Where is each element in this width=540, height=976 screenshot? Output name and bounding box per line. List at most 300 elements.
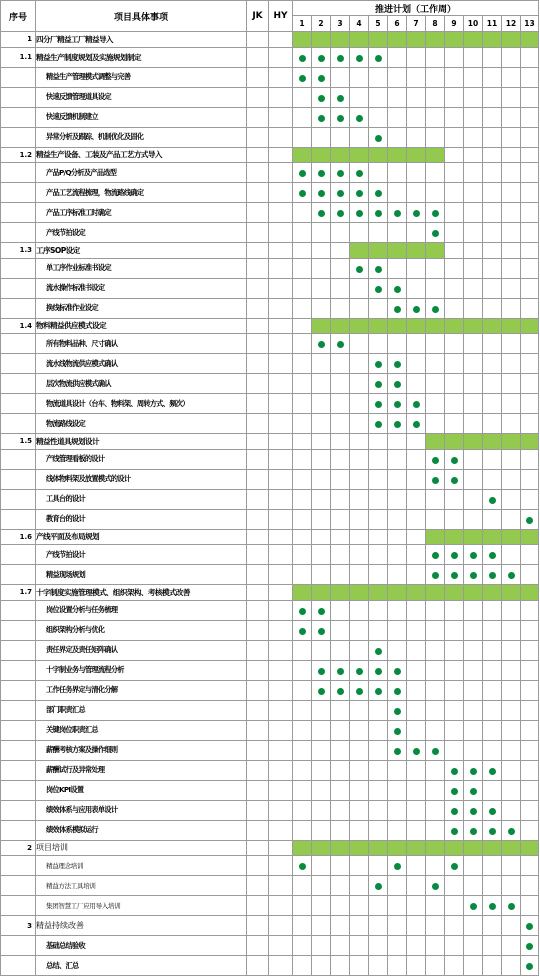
week-5-header: 5: [369, 16, 388, 32]
week-5-cell: [369, 394, 388, 414]
week-4-cell: [350, 956, 369, 976]
jk-cell: [247, 258, 269, 278]
jk-cell: [247, 956, 269, 976]
jk-cell: [247, 509, 269, 529]
week-4-cell: [350, 374, 369, 394]
schedule-row: [1, 163, 539, 183]
week-10-cell: [464, 163, 483, 183]
progress-dot: [489, 808, 496, 815]
week-8-cell: [426, 127, 445, 147]
week-8-cell: [426, 374, 445, 394]
week-1-cell: [293, 620, 312, 640]
week-5-cell: [369, 800, 388, 820]
week-1-cell: [293, 147, 312, 163]
week-6-cell: [388, 489, 407, 509]
week-11-cell: [483, 334, 502, 354]
week-13-cell: [521, 916, 539, 936]
week-13-cell: [521, 620, 539, 640]
progress-dot: [318, 608, 325, 615]
week-11-cell: [483, 509, 502, 529]
week-3-cell: [331, 800, 350, 820]
week-9-cell: [445, 258, 464, 278]
progress-dot: [318, 190, 325, 197]
hy-cell: [269, 545, 293, 565]
week-4-cell: [350, 489, 369, 509]
week-8-cell: [426, 585, 445, 601]
week-5-cell: [369, 740, 388, 760]
week-4-cell: [350, 529, 369, 545]
week-4-cell: [350, 509, 369, 529]
week-13-cell: [521, 469, 539, 489]
week-6-cell: [388, 600, 407, 620]
week-10-cell: [464, 820, 483, 840]
week-11-cell: [483, 840, 502, 856]
week-8-cell: [426, 203, 445, 223]
hy-cell: [269, 660, 293, 680]
week-7-cell: [407, 856, 426, 876]
row-number: 1.2: [1, 147, 36, 163]
week-8-cell: [426, 147, 445, 163]
week-10-cell: [464, 916, 483, 936]
week-2-cell: [312, 956, 331, 976]
row-item-text: 产品工序标准工时确定: [36, 203, 247, 223]
schedule-row: [1, 223, 539, 243]
week-6-cell: [388, 700, 407, 720]
progress-dot: [432, 457, 439, 464]
week-12-cell: [502, 258, 521, 278]
week-6-cell: [388, 956, 407, 976]
week-6-cell: [388, 529, 407, 545]
week-1-cell: [293, 720, 312, 740]
week-4-cell: [350, 147, 369, 163]
progress-dot: [394, 688, 401, 695]
row-item-text: 精益方法工具培训: [36, 876, 247, 896]
week-9-cell: [445, 956, 464, 976]
week-8-cell: [426, 87, 445, 107]
progress-dot: [432, 210, 439, 217]
week-2-cell: [312, 394, 331, 414]
row-number: 1.5: [1, 434, 36, 450]
week-5-cell: [369, 680, 388, 700]
row-number: [1, 414, 36, 434]
week-13-cell: [521, 720, 539, 740]
week-11-cell: [483, 529, 502, 545]
schedule-row: [1, 127, 539, 147]
row-item-text: 物料精益供应模式设定: [36, 318, 247, 334]
week-7-cell: [407, 896, 426, 916]
week-3-cell: [331, 203, 350, 223]
row-number: [1, 509, 36, 529]
jk-cell: [247, 449, 269, 469]
row-number: [1, 489, 36, 509]
hy-cell: [269, 820, 293, 840]
week-5-cell: [369, 203, 388, 223]
hy-cell: [269, 600, 293, 620]
jk-cell: [247, 354, 269, 374]
week-3-cell: [331, 354, 350, 374]
week-8-cell: [426, 47, 445, 67]
week-10-cell: [464, 318, 483, 334]
week-4-cell: [350, 334, 369, 354]
week-2-cell: [312, 354, 331, 374]
week-2-cell: [312, 600, 331, 620]
week-6-cell: [388, 800, 407, 820]
week-11-cell: [483, 700, 502, 720]
schedule-row: [1, 203, 539, 223]
week-7-cell: [407, 374, 426, 394]
week-1-cell: [293, 700, 312, 720]
progress-dot: [432, 306, 439, 313]
row-number: [1, 354, 36, 374]
week-11-cell: [483, 163, 502, 183]
week-3-cell: [331, 529, 350, 545]
week-3-cell: [331, 394, 350, 414]
week-4-header: 4: [350, 16, 369, 32]
week-7-cell: [407, 585, 426, 601]
week-9-cell: [445, 394, 464, 414]
hy-cell: [269, 334, 293, 354]
week-10-cell: [464, 489, 483, 509]
week-9-cell: [445, 67, 464, 87]
week-4-cell: [350, 469, 369, 489]
week-11-cell: [483, 414, 502, 434]
week-8-cell: [426, 434, 445, 450]
week-4-cell: [350, 545, 369, 565]
week-6-cell: [388, 585, 407, 601]
row-item-text: 精益性道具规划设计: [36, 434, 247, 450]
week-2-cell: [312, 840, 331, 856]
week-6-cell: [388, 936, 407, 956]
week-6-cell: [388, 318, 407, 334]
week-2-cell: [312, 298, 331, 318]
week-6-cell: [388, 243, 407, 259]
week-10-cell: [464, 394, 483, 414]
hy-cell: [269, 32, 293, 48]
week-4-cell: [350, 700, 369, 720]
week-5-cell: [369, 545, 388, 565]
week-5-cell: [369, 243, 388, 259]
week-1-cell: [293, 916, 312, 936]
progress-dot: [375, 55, 382, 62]
week-1-cell: [293, 780, 312, 800]
week-13-cell: [521, 529, 539, 545]
week-2-cell: [312, 243, 331, 259]
week-13-cell: [521, 896, 539, 916]
week-5-cell: [369, 374, 388, 394]
week-7-cell: [407, 278, 426, 298]
progress-dot: [470, 903, 477, 910]
week-13-cell: [521, 87, 539, 107]
progress-dot: [318, 668, 325, 675]
week-13-cell: [521, 67, 539, 87]
week-9-cell: [445, 936, 464, 956]
week-13-cell: [521, 509, 539, 529]
week-4-cell: [350, 258, 369, 278]
week-6-cell: [388, 414, 407, 434]
row-number: [1, 449, 36, 469]
week-7-cell: [407, 565, 426, 585]
hy-cell: [269, 936, 293, 956]
week-6-header: 6: [388, 16, 407, 32]
row-item-text: 工具台的设计: [36, 489, 247, 509]
row-item-text: 产线节拍设定: [36, 223, 247, 243]
week-6-cell: [388, 660, 407, 680]
week-9-cell: [445, 876, 464, 896]
row-number: 3: [1, 916, 36, 936]
week-1-cell: [293, 318, 312, 334]
week-3-cell: [331, 489, 350, 509]
week-7-cell: [407, 183, 426, 203]
week-6-cell: [388, 87, 407, 107]
week-5-cell: [369, 127, 388, 147]
week-1-cell: [293, 660, 312, 680]
week-1-cell: [293, 394, 312, 414]
schedule-row: [1, 780, 539, 800]
week-12-cell: [502, 800, 521, 820]
week-4-cell: [350, 760, 369, 780]
week-12-cell: [502, 298, 521, 318]
progress-dot: [299, 75, 306, 82]
schedule-row: [1, 529, 539, 545]
schedule-row: [1, 183, 539, 203]
hy-cell: [269, 298, 293, 318]
schedule-row: [1, 334, 539, 354]
schedule-row: [1, 354, 539, 374]
hy-cell: [269, 509, 293, 529]
row-number: [1, 334, 36, 354]
progress-dot: [375, 381, 382, 388]
week-12-cell: [502, 47, 521, 67]
week-1-cell: [293, 334, 312, 354]
hy-cell: [269, 374, 293, 394]
week-8-cell: [426, 32, 445, 48]
week-8-cell: [426, 278, 445, 298]
schedule-row: [1, 374, 539, 394]
row-item-text: 精益生产制度规划及实施规划制定: [36, 47, 247, 67]
week-6-cell: [388, 896, 407, 916]
week-3-cell: [331, 760, 350, 780]
week-2-cell: [312, 545, 331, 565]
week-4-cell: [350, 449, 369, 469]
week-2-cell: [312, 32, 331, 48]
row-number: [1, 258, 36, 278]
progress-dot: [413, 306, 420, 313]
week-10-cell: [464, 258, 483, 278]
week-7-cell: [407, 47, 426, 67]
row-number: 1.7: [1, 585, 36, 601]
hy-cell: [269, 258, 293, 278]
week-10-cell: [464, 32, 483, 48]
week-4-cell: [350, 67, 369, 87]
progress-dot: [489, 552, 496, 559]
jk-cell: [247, 414, 269, 434]
week-12-cell: [502, 585, 521, 601]
week-8-cell: [426, 840, 445, 856]
week-1-cell: [293, 434, 312, 450]
week-3-cell: [331, 740, 350, 760]
week-4-cell: [350, 820, 369, 840]
week-4-cell: [350, 298, 369, 318]
jk-cell: [247, 243, 269, 259]
row-item-text: 产线平面及布局规划: [36, 529, 247, 545]
week-8-cell: [426, 800, 445, 820]
hy-cell: [269, 780, 293, 800]
week-5-cell: [369, 469, 388, 489]
week-6-cell: [388, 449, 407, 469]
row-number: [1, 956, 36, 976]
week-4-cell: [350, 620, 369, 640]
week-9-cell: [445, 916, 464, 936]
week-4-cell: [350, 800, 369, 820]
week-8-header: 8: [426, 16, 445, 32]
progress-dot: [451, 768, 458, 775]
schedule-row: [1, 800, 539, 820]
hy-cell: [269, 680, 293, 700]
week-8-cell: [426, 529, 445, 545]
week-8-cell: [426, 856, 445, 876]
progress-dot: [375, 401, 382, 408]
progress-dot: [356, 170, 363, 177]
week-3-cell: [331, 720, 350, 740]
week-11-cell: [483, 740, 502, 760]
jk-cell: [247, 163, 269, 183]
week-3-header: 3: [331, 16, 350, 32]
week-6-cell: [388, 374, 407, 394]
week-5-cell: [369, 876, 388, 896]
row-number: 2: [1, 840, 36, 856]
week-12-cell: [502, 163, 521, 183]
schedule-row: [1, 660, 539, 680]
week-1-cell: [293, 67, 312, 87]
week-9-cell: [445, 298, 464, 318]
row-number: [1, 820, 36, 840]
week-11-header: 11: [483, 16, 502, 32]
week-8-cell: [426, 509, 445, 529]
week-7-cell: [407, 163, 426, 183]
week-4-cell: [350, 600, 369, 620]
week-6-cell: [388, 223, 407, 243]
week-12-cell: [502, 434, 521, 450]
week-13-header: 13: [521, 16, 539, 32]
week-13-cell: [521, 278, 539, 298]
week-3-cell: [331, 620, 350, 640]
row-item-text: 工序SOP设定: [36, 243, 247, 259]
jk-cell: [247, 47, 269, 67]
week-4-cell: [350, 32, 369, 48]
hy-header: HY: [269, 1, 293, 32]
week-10-cell: [464, 760, 483, 780]
row-item-text: 岗位设置分析与任务梳理: [36, 600, 247, 620]
plan-header: 推进计划（工作周）: [293, 1, 539, 16]
week-4-cell: [350, 680, 369, 700]
week-6-cell: [388, 334, 407, 354]
week-9-cell: [445, 529, 464, 545]
schedule-row: [1, 620, 539, 640]
week-9-cell: [445, 163, 464, 183]
week-10-cell: [464, 298, 483, 318]
jk-cell: [247, 32, 269, 48]
row-number: [1, 163, 36, 183]
week-4-cell: [350, 127, 369, 147]
week-11-cell: [483, 469, 502, 489]
week-2-cell: [312, 565, 331, 585]
week-8-cell: [426, 545, 445, 565]
week-9-cell: [445, 760, 464, 780]
week-5-cell: [369, 87, 388, 107]
row-item-text: 精益现场规划: [36, 565, 247, 585]
progress-dot: [375, 883, 382, 890]
jk-cell: [247, 469, 269, 489]
week-2-cell: [312, 147, 331, 163]
week-13-cell: [521, 449, 539, 469]
schedule-row: [1, 32, 539, 48]
progress-dot: [318, 75, 325, 82]
week-2-cell: [312, 67, 331, 87]
week-6-cell: [388, 107, 407, 127]
week-1-cell: [293, 896, 312, 916]
week-11-cell: [483, 394, 502, 414]
week-7-cell: [407, 298, 426, 318]
week-4-cell: [350, 640, 369, 660]
week-5-cell: [369, 896, 388, 916]
progress-dot: [432, 883, 439, 890]
week-6-cell: [388, 509, 407, 529]
week-10-cell: [464, 545, 483, 565]
week-10-cell: [464, 334, 483, 354]
week-7-cell: [407, 529, 426, 545]
week-3-cell: [331, 87, 350, 107]
hy-cell: [269, 127, 293, 147]
schedule-row: [1, 87, 539, 107]
week-1-cell: [293, 223, 312, 243]
row-item-text: 项目培训: [36, 840, 247, 856]
week-11-cell: [483, 936, 502, 956]
week-7-cell: [407, 660, 426, 680]
week-4-cell: [350, 585, 369, 601]
jk-cell: [247, 489, 269, 509]
week-10-cell: [464, 243, 483, 259]
week-13-cell: [521, 354, 539, 374]
week-5-cell: [369, 434, 388, 450]
week-1-cell: [293, 298, 312, 318]
week-8-cell: [426, 720, 445, 740]
week-13-cell: [521, 394, 539, 414]
row-number: [1, 660, 36, 680]
jk-cell: [247, 876, 269, 896]
schedule-row: [1, 147, 539, 163]
week-2-cell: [312, 740, 331, 760]
week-5-cell: [369, 620, 388, 640]
week-5-cell: [369, 600, 388, 620]
week-11-cell: [483, 258, 502, 278]
jk-cell: [247, 660, 269, 680]
week-10-cell: [464, 67, 483, 87]
row-item-text: 绩效体系模拟运行: [36, 820, 247, 840]
week-13-cell: [521, 600, 539, 620]
week-1-cell: [293, 107, 312, 127]
week-11-cell: [483, 354, 502, 374]
week-12-cell: [502, 107, 521, 127]
week-8-cell: [426, 298, 445, 318]
week-13-cell: [521, 298, 539, 318]
week-7-cell: [407, 107, 426, 127]
week-4-cell: [350, 163, 369, 183]
progress-dot: [375, 190, 382, 197]
schedule-row: [1, 469, 539, 489]
hy-cell: [269, 278, 293, 298]
schedule-row: [1, 600, 539, 620]
week-12-cell: [502, 760, 521, 780]
